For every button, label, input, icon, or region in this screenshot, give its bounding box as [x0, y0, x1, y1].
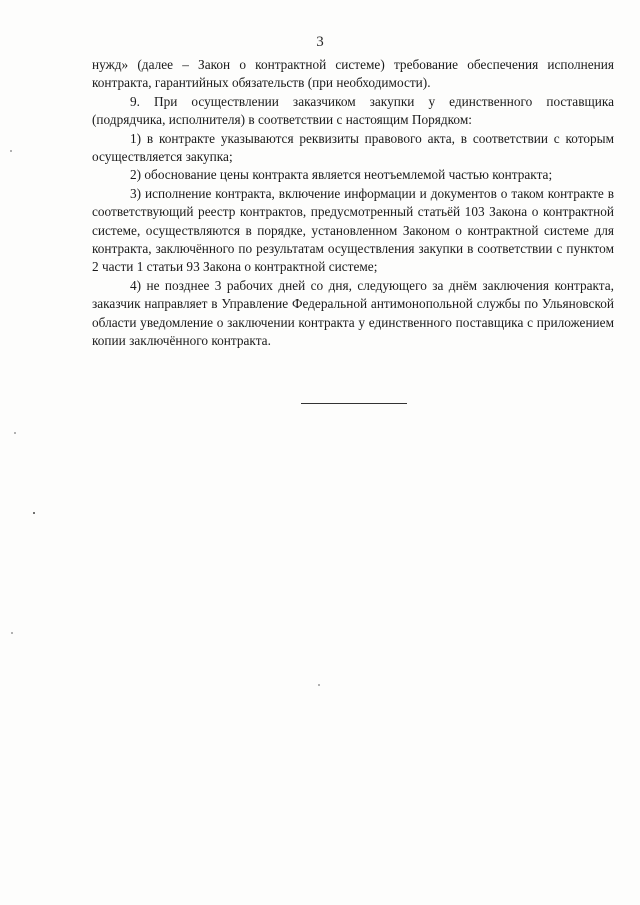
paragraph-continuation: нужд» (далее – Закон о контрактной системе) требование обеспечения исполнения контракта, гарантийных обязательств (при необходимости). [92, 57, 614, 91]
end-separator-line [301, 403, 407, 404]
paragraph-subitem-1: 1) в контракте указываются реквизиты правового акта, в соответствии с которым осуществляется закупка; [92, 130, 614, 165]
scan-speck [11, 632, 13, 634]
scan-speck [14, 432, 16, 434]
scan-speck [33, 512, 35, 514]
paragraph-item-9: 9. При осуществлении заказчиком закупки у единственного поставщика (подрядчика, исполнителя) в соответствии с настоящим Порядком: [92, 93, 614, 128]
paragraph-subitem-3: 3) исполнение контракта, включение информации и документов о таком контракте в соответствующий реестр контрактов, предусмотренный статьёй 103 Закона о контрактной системе, осуществляются в порядке, установленном Законом о контрактной системе для контракта, заключённого по результатам осуществления закупки в соответствии с пунктом 2 части 1 статьи 93 Закона о контрактной системе; [92, 185, 614, 275]
scan-speck [10, 150, 12, 152]
paragraph-subitem-4: 4) не позднее 3 рабочих дней со дня, следующего за днём заключения контракта, заказчик направляет в Управление Федеральной антимонопольной службы по Ульяновской области уведомление о заключении контракта у единственного поставщика с приложением копии заключённого контракта. [92, 277, 614, 349]
document-body [92, 56, 614, 351]
paragraph-subitem-2: 2) обоснование цены контракта является неотъемлемой частью контракта; [130, 167, 553, 183]
scan-speck [318, 684, 320, 686]
page-number: 3 [316, 34, 324, 50]
